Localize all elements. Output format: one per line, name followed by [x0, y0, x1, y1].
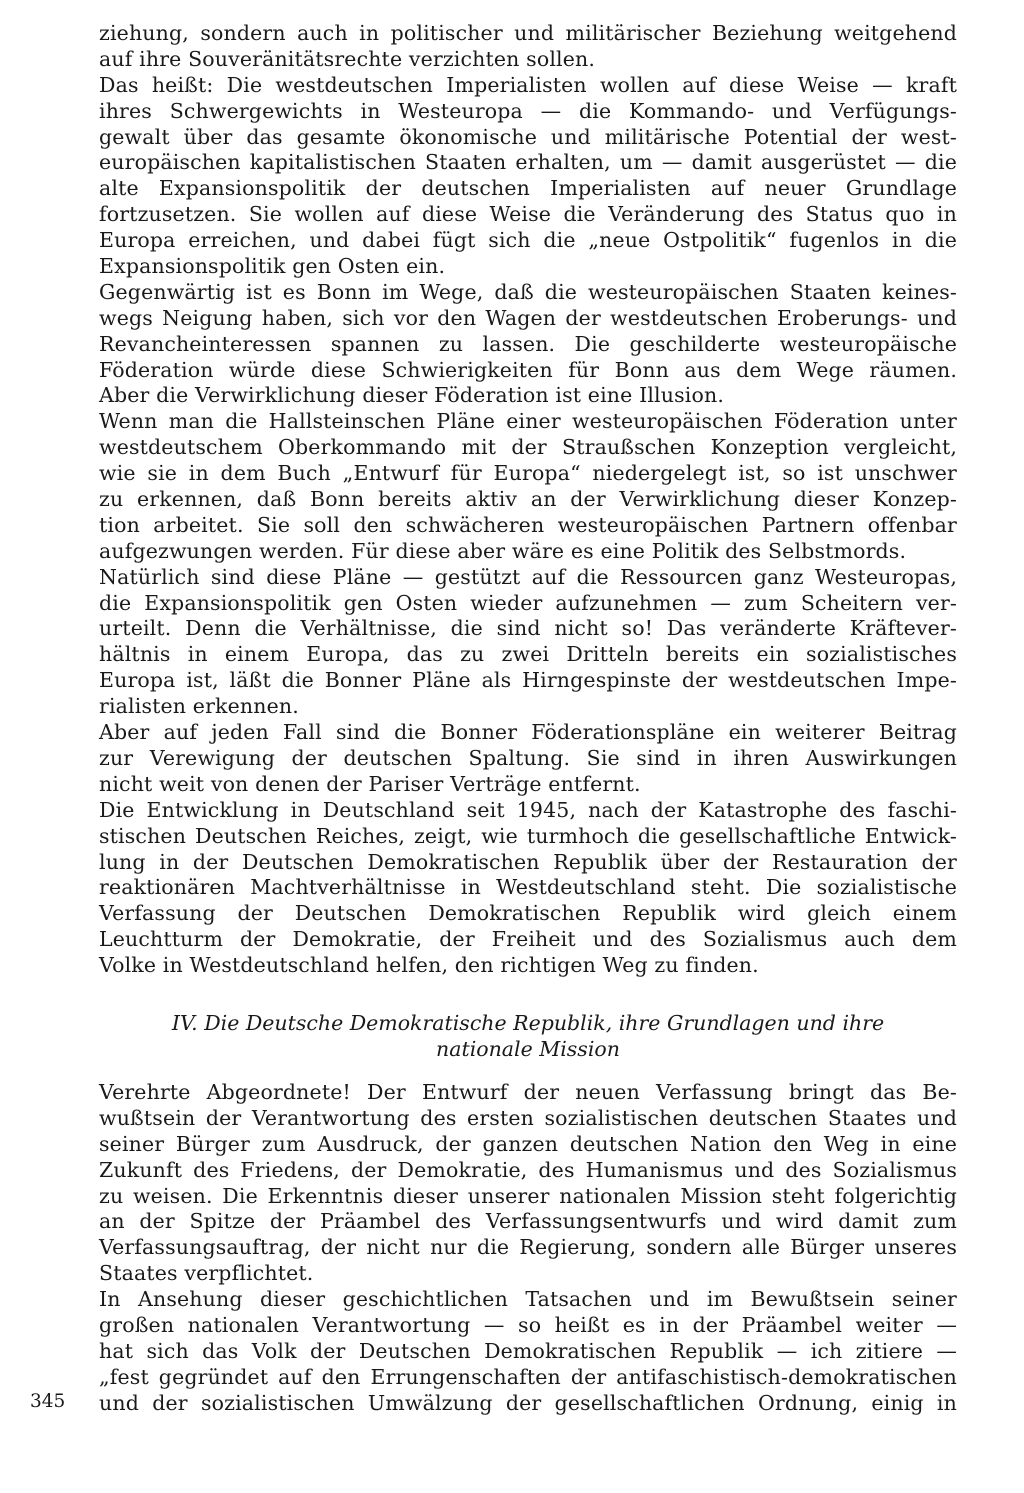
text-line: westdeutschem Oberkommando mit der Straußschen Konzeption vergleicht, — [99, 435, 957, 460]
text-line: zur Verewigung der deutschen Spaltung. Sie sind in ihren Auswirkungen — [99, 745, 957, 770]
page-number: 345 — [30, 1391, 66, 1412]
text-line: „fest gegründet auf den Errungenschaften der antifaschistisch-demokratischen — [99, 1364, 957, 1389]
text-line: gewalt über das gesamte ökonomische und militärische Potential der west- — [99, 124, 957, 149]
text-line: europäischen kapitalistischen Staaten erhalten, um — damit ausgerüstet — die — [99, 150, 957, 175]
text-line: Wenn man die Hallsteinschen Pläne einer westeuropäischen Föderation unter — [99, 409, 957, 434]
text-line: Verfassungsauftrag, der nicht nur die Regierung, sondern alle Bürger unseres — [99, 1235, 957, 1260]
text-line: Expansionspolitik gen Osten ein. — [99, 254, 446, 279]
text-line: wußtsein der Verantwortung des ersten sozialistischen deutschen Staates und — [99, 1105, 957, 1130]
text-line: Das heißt: Die westdeutschen Imperialisten wollen auf diese Weise — kraft — [99, 72, 957, 97]
text-line: Aber auf jeden Fall sind die Bonner Föderationspläne ein weiterer Beitrag — [99, 720, 957, 745]
text-line: Natürlich sind diese Pläne — gestützt auf die Ressourcen ganz Westeuropas, — [99, 564, 957, 589]
text-line: Verehrte Abgeordnete! Der Entwurf der neuen Verfassung bringt das Be- — [99, 1080, 957, 1104]
text-line: Verfassung der Deutschen Demokratischen Republik wird gleich einem — [99, 901, 957, 926]
text-line: Europa ist, läßt die Bonner Pläne als Hirngespinste der westdeutschen Impe- — [99, 668, 957, 693]
text-line: zu erkennen, daß Bonn bereits aktiv an der Verwirklichung dieser Konzep- — [99, 487, 957, 512]
text-line: urteilt. Denn die Verhältnisse, die sind nicht so! Das veränderte Kräftever- — [99, 616, 957, 641]
text-line: reaktionären Machtverhältnisse in Westdeutschland steht. Die sozialistische — [99, 875, 957, 900]
text-line: Staates verpflichtet. — [99, 1261, 314, 1286]
text-line: lung in der Deutschen Demokratischen Republik über der Restauration der — [99, 849, 957, 874]
text-line: tion arbeitet. Sie soll den schwächeren westeuropäischen Partnern offenbar — [99, 512, 957, 537]
text-line: Gegenwärtig ist es Bonn im Wege, daß die westeuropäischen Staaten keines- — [99, 279, 957, 304]
text-line: hat sich das Volk der Deutschen Demokratischen Republik — ich zitiere — — [99, 1338, 957, 1363]
text-line: Die Entwicklung in Deutschland seit 1945, nach der Katastrophe des faschi- — [99, 797, 957, 822]
text-line: fortzusetzen. Sie wollen auf diese Weise die Veränderung des Status quo in — [99, 202, 957, 227]
text-line: Zukunft des Friedens, der Demokratie, des Humanismus und des Sozialismus — [99, 1157, 957, 1182]
text-line: Europa erreichen, und dabei fügt sich die „neue Ostpolitik“ fugenlos in die — [99, 228, 957, 253]
body-text-upper — [99, 21, 957, 979]
text-line: an der Spitze der Präambel des Verfassungsentwurfs und wird damit zum — [99, 1209, 957, 1234]
text-line: wegs Neigung haben, sich vor den Wagen der westdeutschen Eroberungs- und — [99, 305, 957, 330]
text-line: nicht weit von denen der Pariser Verträge entfernt. — [99, 771, 641, 796]
text-line: Revancheinteressen spannen zu lassen. Die geschilderte westeuropäische — [99, 331, 957, 356]
section-heading-line: IV. Die Deutsche Demokratische Republik, ihre Grundlagen und ihre — [171, 1011, 885, 1035]
text-line: Föderation würde diese Schwierigkeiten für Bonn aus dem Wege räumen. — [99, 357, 957, 382]
text-line: ihres Schwergewichts in Westeuropa — die Kommando- und Verfügungs- — [99, 98, 957, 123]
text-line: großen nationalen Verantwortung — so heißt es in der Präambel weiter — — [99, 1313, 957, 1338]
text-line: stischen Deutschen Reiches, zeigt, wie turmhoch die gesellschaftliche Entwick- — [99, 823, 957, 848]
section-heading — [99, 1010, 957, 1062]
text-line: seiner Bürger zum Ausdruck, der ganzen deutschen Nation den Weg in eine — [99, 1131, 957, 1156]
text-line: ziehung, sondern auch in politischer und militärischer Beziehung weitgehend — [99, 21, 957, 45]
section-heading-line: nationale Mission — [436, 1037, 620, 1061]
text-line: wie sie in dem Buch „Entwurf für Europa“ niedergelegt ist, so ist unschwer — [99, 461, 957, 486]
text-line: rialisten erkennen. — [99, 694, 299, 719]
text-line: alte Expansionspolitik der deutschen Imperialisten auf neuer Grundlage — [99, 176, 957, 201]
text-line: auf ihre Souveränitätsrechte verzichten sollen. — [99, 46, 596, 71]
text-line: zu weisen. Die Erkenntnis dieser unserer nationalen Mission steht folgerichtig — [99, 1183, 957, 1208]
text-line: Volke in Westdeutschland helfen, den richtigen Weg zu finden. — [99, 953, 759, 978]
text-line: hältnis in einem Europa, das zu zwei Dritteln bereits ein sozialistisches — [99, 642, 957, 667]
text-line: Aber die Verwirklichung dieser Föderation ist eine Illusion. — [99, 383, 725, 408]
text-line: Leuchtturm der Demokratie, der Freiheit und des Sozialismus auch dem — [99, 927, 957, 952]
text-line: aufgezwungen werden. Für diese aber wäre es eine Politik des Selbstmords. — [99, 538, 907, 563]
text-line: die Expansionspolitik gen Osten wieder aufzunehmen — zum Scheitern ver- — [99, 590, 957, 615]
body-text-lower — [99, 1080, 957, 1417]
text-line: In Ansehung dieser geschichtlichen Tatsachen und im Bewußtsein seiner — [99, 1287, 957, 1312]
text-line: und der sozialistischen Umwälzung der gesellschaftlichen Ordnung, einig in — [99, 1390, 957, 1415]
